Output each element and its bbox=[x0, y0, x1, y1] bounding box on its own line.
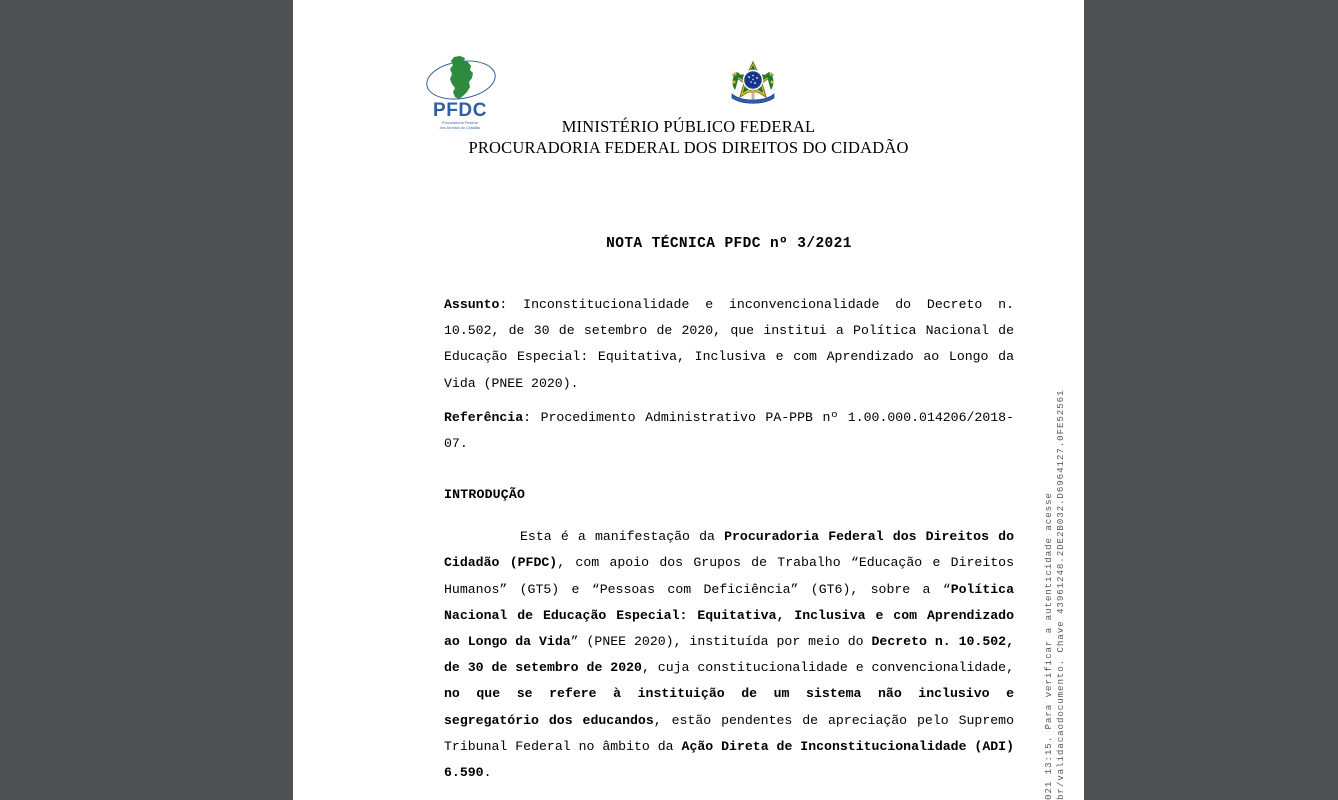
org-title-line-2: PROCURADORIA FEDERAL DOS DIREITOS DO CIDADÃO bbox=[468, 138, 909, 157]
coat-of-arms-icon bbox=[728, 58, 778, 110]
section-heading-introducao: INTRODUÇÃO bbox=[444, 487, 526, 503]
intro-seg-7: , cuja constitucionalidade e convencionalidade, bbox=[641, 660, 1014, 676]
organization-titles bbox=[293, 116, 1084, 158]
intro-seg-1: Esta é a manifestação da bbox=[520, 529, 725, 545]
document-header bbox=[293, 0, 1084, 170]
intro-seg-6: Decreto n. 10.502, de 30 de setembro de 2020 bbox=[444, 634, 1014, 676]
paragraph-referencia bbox=[444, 405, 1014, 457]
stamp-line-1: 021 13:15. Para verificar a autenticidade acesse bbox=[1043, 492, 1054, 800]
document-page bbox=[293, 0, 1084, 800]
stamp-line-2: br/validacaodocumento. Chave 43961248.2DE2B032.D6964127.0FE52561 bbox=[1055, 389, 1066, 800]
document-body bbox=[444, 236, 1014, 786]
intro-seg-5: ” (PNEE 2020), instituída por meio do bbox=[570, 634, 872, 650]
intro-seg-11: . bbox=[483, 765, 492, 781]
pfdc-subtitle-line-1: Procuradoria Federal bbox=[442, 121, 478, 125]
pfdc-subtitle-line-2: dos Direitos do Cidadão bbox=[439, 125, 481, 130]
intro-seg-9: , estão pendentes de apreciação pelo Supremo Tribunal Federal no âmbito da bbox=[444, 712, 1014, 754]
brazil-map-icon bbox=[448, 55, 476, 101]
intro-seg-8: no que se refere à instituição de um sistema não inclusivo e segregatório dos educandos bbox=[444, 686, 1014, 728]
referencia-text: : Procedimento Administrativo PA-PPB nº 1.00.000.014206/2018-07. bbox=[444, 409, 1014, 452]
digital-signature-stamp bbox=[1043, 0, 1082, 800]
intro-seg-4: Política Nacional de Educação Especial: Equitativa, Inclusiva e com Aprendizado ao Longo da Vida bbox=[444, 581, 1014, 650]
org-title-line-1: MINISTÉRIO PÚBLICO FEDERAL bbox=[561, 117, 816, 136]
paragraph-introducao bbox=[444, 524, 1014, 786]
intro-seg-2: Procuradoria Federal dos Direitos do Cidadão (PFDC) bbox=[444, 529, 1014, 571]
assunto-text: : Inconstitucionalidade e inconvencionalidade do Decreto n. 10.502, de 30 de setembro de 2020, que institui a Política Nacional de Educação Especial: Equitativa, Inclusiva e com Aprendizado ao Longo da Vida (PNEE 2020). bbox=[444, 297, 1014, 391]
pfdc-logo-mark bbox=[424, 53, 496, 105]
assunto-label: Assunto bbox=[444, 297, 500, 312]
intro-seg-10: Ação Direta de Inconstitucionalidade (ADI) 6.590 bbox=[444, 738, 1014, 781]
pfdc-wordmark: PFDC bbox=[432, 100, 488, 121]
intro-seg-3: , com apoio dos Grupos de Trabalho “Educação e Direitos Humanos” (GT5) e “Pessoas com Deficiência” (GT6), sobre a “ bbox=[444, 555, 1014, 597]
referencia-label: Referência bbox=[444, 409, 524, 425]
page-title: NOTA TÉCNICA PFDC nº 3/2021 bbox=[606, 236, 852, 252]
paragraph-assunto bbox=[444, 292, 1014, 397]
